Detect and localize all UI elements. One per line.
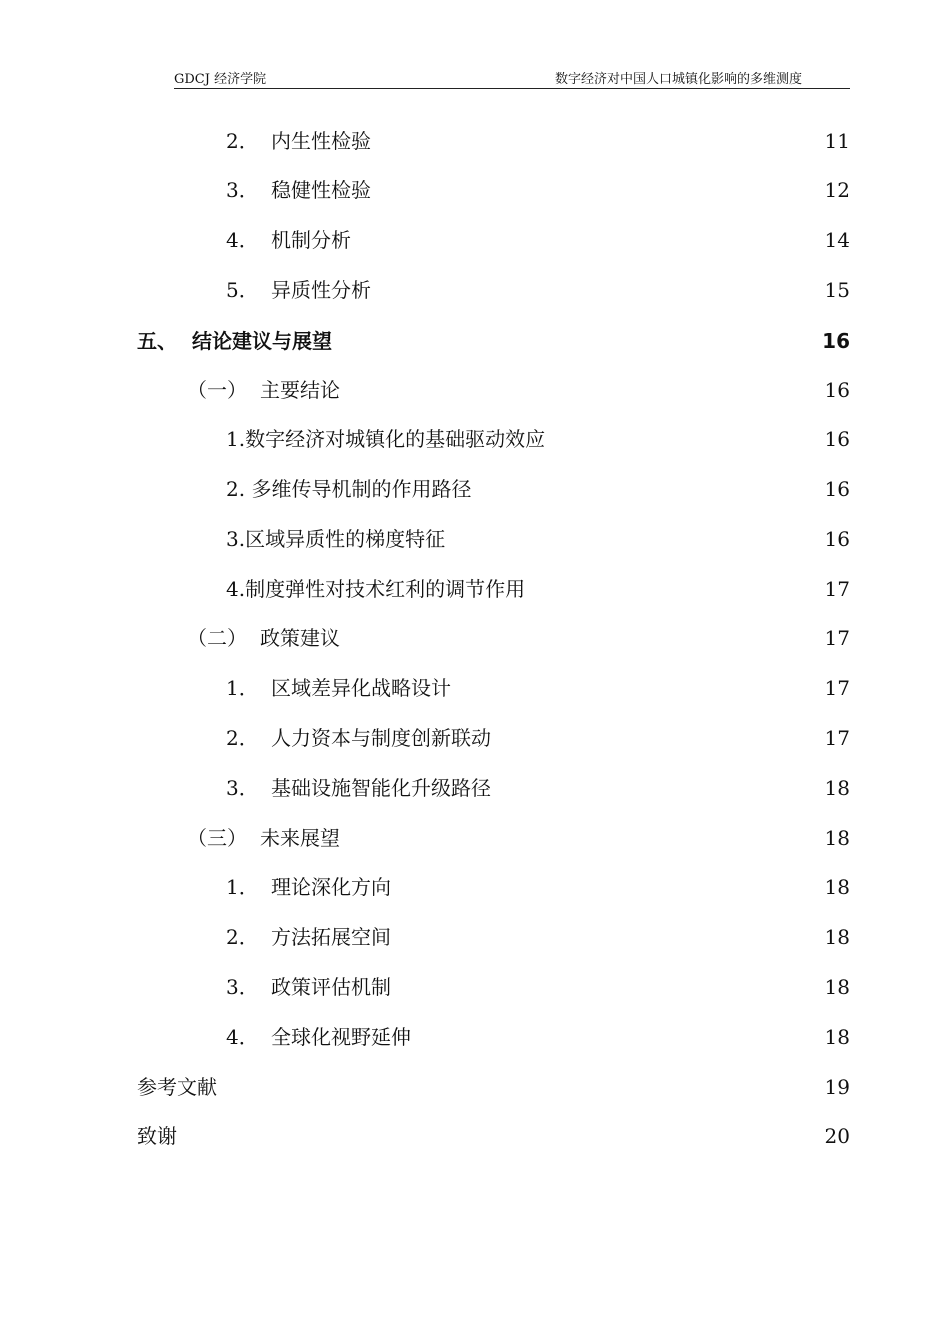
- toc-entry[interactable]: [0, 1022, 950, 1052]
- toc-entry-title: 4.制度弹性对技术红利的调节作用: [226, 577, 526, 601]
- toc-entry[interactable]: [0, 275, 950, 305]
- toc-entry-number: 五、: [137, 329, 177, 353]
- toc-entry-number: 5．: [226, 278, 259, 302]
- toc-entry-number: 4．: [226, 1025, 259, 1049]
- toc-entry-title: 政策评估机制: [271, 975, 391, 999]
- toc-section-entry[interactable]: [0, 623, 950, 653]
- toc-entry-title: 全球化视野延伸: [271, 1025, 411, 1049]
- toc-entry-title: 方法拓展空间: [271, 925, 391, 949]
- toc-entry-title: 参考文献: [137, 1075, 217, 1099]
- toc-entry-number: （三）: [187, 826, 247, 850]
- toc-entry-page: 16: [824, 527, 850, 551]
- toc-entry[interactable]: [0, 424, 950, 454]
- toc-entry-number: 3．: [226, 975, 259, 999]
- toc-entry[interactable]: [0, 673, 950, 703]
- toc-entry-title: 主要结论: [260, 378, 340, 402]
- toc-entry-page: 17: [824, 726, 850, 750]
- toc-entry-page: 18: [824, 925, 850, 949]
- toc-entry-title: 机制分析: [271, 228, 351, 252]
- toc-entry-number: （一）: [187, 378, 247, 402]
- toc-entry[interactable]: [0, 126, 950, 156]
- toc-entry[interactable]: [0, 922, 950, 952]
- toc-entry-page: 11: [824, 129, 850, 153]
- toc-entry-number: 3．: [226, 178, 259, 202]
- toc-entry-number: 1．: [226, 875, 259, 899]
- toc-entry-page: 18: [824, 875, 850, 899]
- toc-entry[interactable]: [0, 872, 950, 902]
- toc-entry[interactable]: [0, 225, 950, 255]
- header-school-name: GDCJ 经济学院: [174, 72, 267, 87]
- toc-entry-title: 政策建议: [260, 626, 340, 650]
- toc-entry-number: 3．: [226, 776, 259, 800]
- toc-entry[interactable]: [0, 773, 950, 803]
- toc-entry-title: 1.数字经济对城镇化的基础驱动效应: [226, 427, 546, 451]
- toc-entry-page: 14: [824, 228, 850, 252]
- toc-entry-page: 18: [824, 776, 850, 800]
- toc-entry-page: 17: [824, 577, 850, 601]
- toc-top-entry[interactable]: [0, 1072, 950, 1102]
- toc-entry-title: 结论建议与展望: [192, 329, 332, 353]
- toc-entry-page: 17: [824, 676, 850, 700]
- toc-entry[interactable]: [0, 723, 950, 753]
- toc-entry-page: 18: [824, 1025, 850, 1049]
- toc-entry-page: 16: [824, 378, 850, 402]
- toc-entry-page: 15: [824, 278, 850, 302]
- toc-entry-title: 理论深化方向: [271, 875, 391, 899]
- toc-entry-title: 人力资本与制度创新联动: [271, 726, 491, 750]
- toc-entry-title: 3.区域异质性的梯度特征: [226, 527, 446, 551]
- toc-entry-page: 16: [824, 477, 850, 501]
- toc-entry-page: 16: [822, 329, 850, 353]
- toc-entry[interactable]: [0, 175, 950, 205]
- toc-entry-title: 稳健性检验: [271, 178, 371, 202]
- toc-entry-page: 18: [824, 826, 850, 850]
- toc-entry-page: 17: [824, 626, 850, 650]
- toc-entry-page: 20: [824, 1124, 850, 1148]
- toc-entry-page: 12: [824, 178, 850, 202]
- toc-entry-number: 1．: [226, 676, 259, 700]
- toc-entry-number: 2．: [226, 129, 259, 153]
- toc-entry[interactable]: [0, 574, 950, 604]
- toc-entry-title: 内生性检验: [271, 129, 371, 153]
- toc-entry-page: 19: [824, 1075, 850, 1099]
- toc-entry-title: 2. 多维传导机制的作用路径: [226, 477, 472, 501]
- toc-entry-title: 未来展望: [260, 826, 340, 850]
- toc-entry-page: 18: [824, 975, 850, 999]
- toc-entry-page: 16: [824, 427, 850, 451]
- toc-entry-number: 2．: [226, 925, 259, 949]
- toc-entry-number: 2．: [226, 726, 259, 750]
- toc-entry[interactable]: [0, 474, 950, 504]
- toc-entry-title: 区域差异化战略设计: [271, 676, 451, 700]
- header-thesis-title: 数字经济对中国人口城镇化影响的多维测度: [554, 72, 802, 87]
- toc-top-entry[interactable]: [0, 1121, 950, 1151]
- toc-entry-number: （二）: [187, 626, 247, 650]
- toc-section-entry[interactable]: [0, 823, 950, 853]
- toc-entry-number: 4．: [226, 228, 259, 252]
- toc-entry[interactable]: [0, 524, 950, 554]
- toc-entry[interactable]: [0, 972, 950, 1002]
- toc-entry-title: 基础设施智能化升级路径: [271, 776, 491, 800]
- toc-section-entry[interactable]: [0, 375, 950, 405]
- toc-entry-title: 致谢: [137, 1124, 177, 1148]
- toc-entry-title: 异质性分析: [271, 278, 371, 302]
- toc-chapter-entry[interactable]: [0, 326, 950, 356]
